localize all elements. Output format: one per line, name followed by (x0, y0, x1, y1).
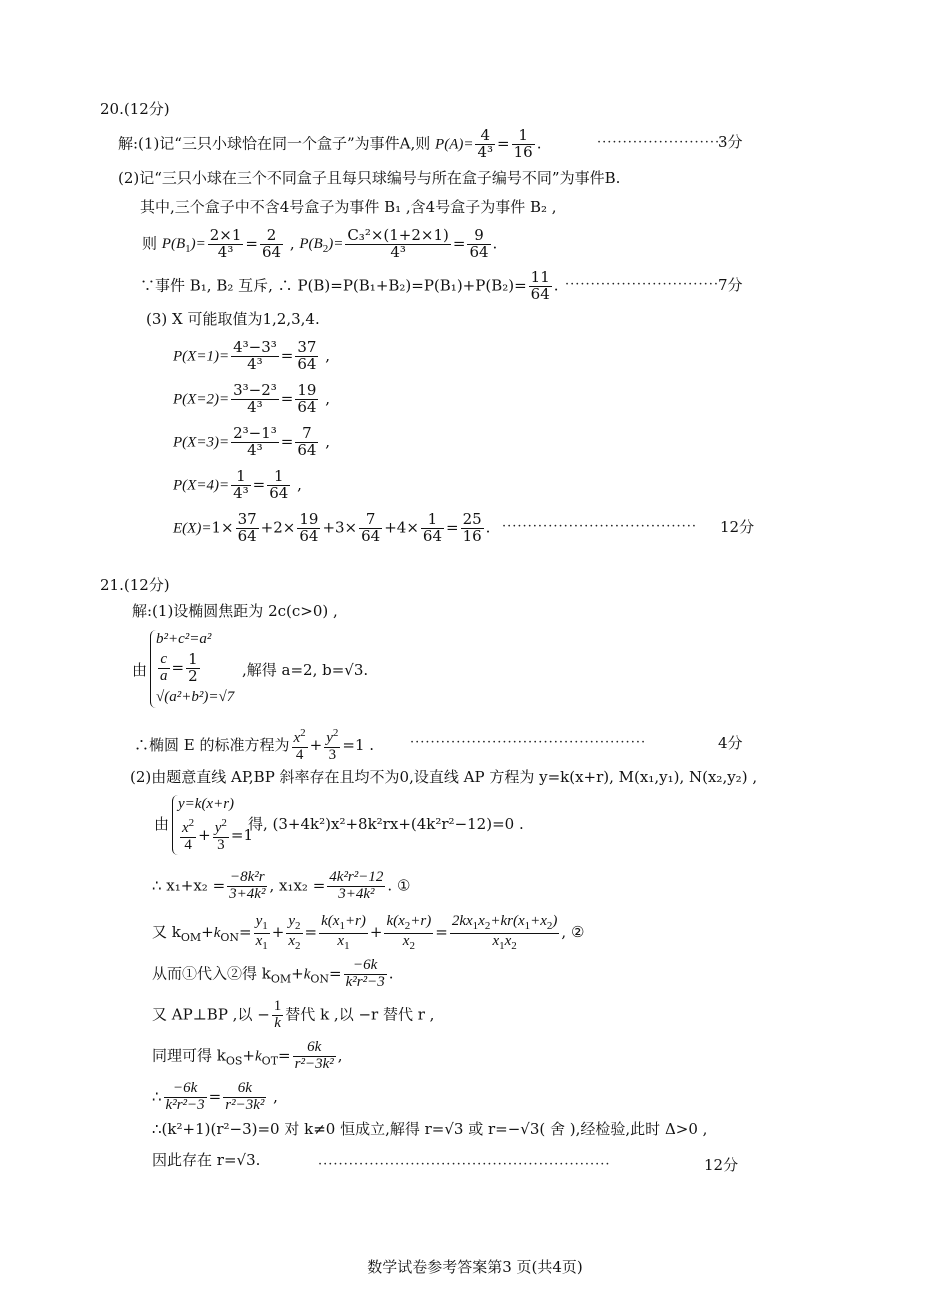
q21-line5: ∴ x₁+x₂ = $\frac{\text{−8k²r}}{\text{3+4k²}}$ , x₁x₂ = $\frac{\text{4k²r²−12}}{\text{3+4k²}}$ . ① (152, 869, 411, 902)
q21-sys2-you: 由 (154, 815, 170, 833)
q21-line11: ∴(k²+1)(r²−3)=0 对 k≠0 恒成立,解得 r=√3 或 r=−√3( 舍 ),经检验,此时 Δ>0 , (152, 1120, 708, 1138)
q21-line7: 从而①代入②得 $k_{OM}+k_{ON}=$ $\frac{-6k}{\text{k²r²−3}}$ . (152, 957, 394, 990)
q21-sys-solution: ,解得 a=2, b=√3. (242, 661, 369, 679)
q20-expectation: E(X)=1× $\frac{37}{64}$ +2× $\frac{19}{64}$ +3× $\frac{7}{64}$ +4× $\frac{1}{64}$ = $\frac{25}{16}$ . (173, 510, 491, 545)
page-footer: 数学试卷参考答案第3 页(共4页) (367, 1258, 583, 1276)
q20-px1: P(X=1)= $\frac{\text{4³−3³}}{\text{4³}}$ = $\frac{37}{64}$ , (173, 338, 330, 373)
q21-dots-2: ························································· (318, 1157, 611, 1172)
q20-dots-1: ························· (597, 135, 726, 150)
q21-sys-you: 由 (132, 661, 148, 679)
q21-sys-eq1: b²+c²=a² (156, 631, 212, 647)
q20-part1: 解:(1)记“三只小球恰在同一个盒子”为事件A,则 P(A)= $\frac{4}{\text{4³}}$ = $\frac{1}{16}$ . (118, 126, 542, 161)
q21-line6: 又 $k_{OM}+k_{ON}=$ $\frac{y_1}{x_1}$ + $\frac{y_2}{x_2}$ = $\frac{k(x_1+r)}{x_1}$ + $\frac{k(x_2+r)}{x_2}$ = $\frac{2kx_1x_2+kr(x_1+x_2)}{x_1x_2}$ , ② (152, 913, 585, 952)
q21-line2: ∴椭圆 E 的标准方程为 $\frac{x^2}{4}$ + $\frac{y^2}{3}$ =1 . (134, 727, 375, 763)
q21-line9: 同理可得 $k_{OS}+k_{OT}=$ $\frac{6k}{\text{r²−3k²}}$ , (152, 1039, 343, 1072)
q21-header: 21.(12分) (100, 576, 170, 594)
q20-score-3: 3分 (718, 133, 743, 151)
q21-sys2-result: 得, (3+4k²)x²+8k²rx+(4k²r²−12)=0 . (248, 815, 524, 833)
q20-score-12: 12分 (720, 518, 755, 536)
q20-dots-3: ······································ (502, 519, 698, 534)
q20-part2-line4: ∵事件 B₁, B₂ 互斥, ∴ P(B)=P(B₁+B₂)=P(B₁)+P(B₂)= $\frac{11}{64}$ . (140, 268, 559, 303)
q20-dots-2: ······························ (565, 277, 719, 292)
q20-px4: P(X=4)= $\frac{1}{\text{4³}}$ = $\frac{1}{64}$ , (173, 467, 302, 502)
q21-sys-eq3: √(a²+b²)=√7 (156, 689, 235, 705)
q20-part2-line2: 其中,三个盒子中不含4号盒子为事件 B₁ ,含4号盒子为事件 B₂ , (140, 198, 557, 216)
q20-part2-line3: 则 $P(B_1)=$ $\frac{2\times 1}{\text{4³}}$ = $\frac{2}{64}$ , $P(B_2)=$ $\frac{\text{C₃²×(1+2×1)}}{\text{4³}}$ = $\frac{9}{64}$ . (142, 226, 498, 261)
q20-part3-intro: (3) X 可能取值为1,2,3,4. (146, 310, 320, 328)
q21-sys2-eq2: $\frac{x^2}{4}$ + $\frac{y^2}{3}$ =1 (182, 817, 254, 853)
q20-px3: P(X=3)= $\frac{\text{2³−1³}}{\text{4³}}$ = $\frac{7}{64}$ , (173, 424, 330, 459)
q21-line3: (2)由题意直线 AP,BP 斜率存在且均不为0,设直线 AP 方程为 y=k(x+r), M(x₁,y₁), N(x₂,y₂) , (130, 768, 758, 786)
q21-line1: 解:(1)设椭圆焦距为 2c(c>0) , (132, 602, 338, 620)
q21-score-4: 4分 (718, 734, 743, 752)
q21-line8: 又 AP⊥BP ,以 − $\frac{1}{k}$ 替代 k ,以 −r 替代 r , (152, 998, 435, 1031)
q21-line10: ∴ $\frac{-6k}{\text{k²r²−3}}$ = $\frac{6k}{\text{r²−3k²}}$ , (152, 1080, 278, 1113)
q21-sys2-eq1: y=k(x+r) (178, 796, 235, 812)
q21-score-12: 12分 (704, 1156, 739, 1174)
q20-px2: P(X=2)= $\frac{\text{3³−2³}}{\text{4³}}$ = $\frac{19}{64}$ , (173, 381, 330, 416)
q20-score-7: 7分 (718, 276, 743, 294)
q21-sys-eq2: $\frac{c}{a}$ = $\frac{1}{2}$ (160, 650, 198, 685)
q21-line12: 因此存在 r=√3. (152, 1151, 261, 1169)
q20-part2-intro: (2)记“三只小球在三个不同盒子且每只球编号与所在盒子编号不同”为事件B. (118, 169, 621, 187)
q21-dots-1: ·············································· (410, 735, 647, 750)
q20-header: 20.(12分) (100, 100, 170, 118)
